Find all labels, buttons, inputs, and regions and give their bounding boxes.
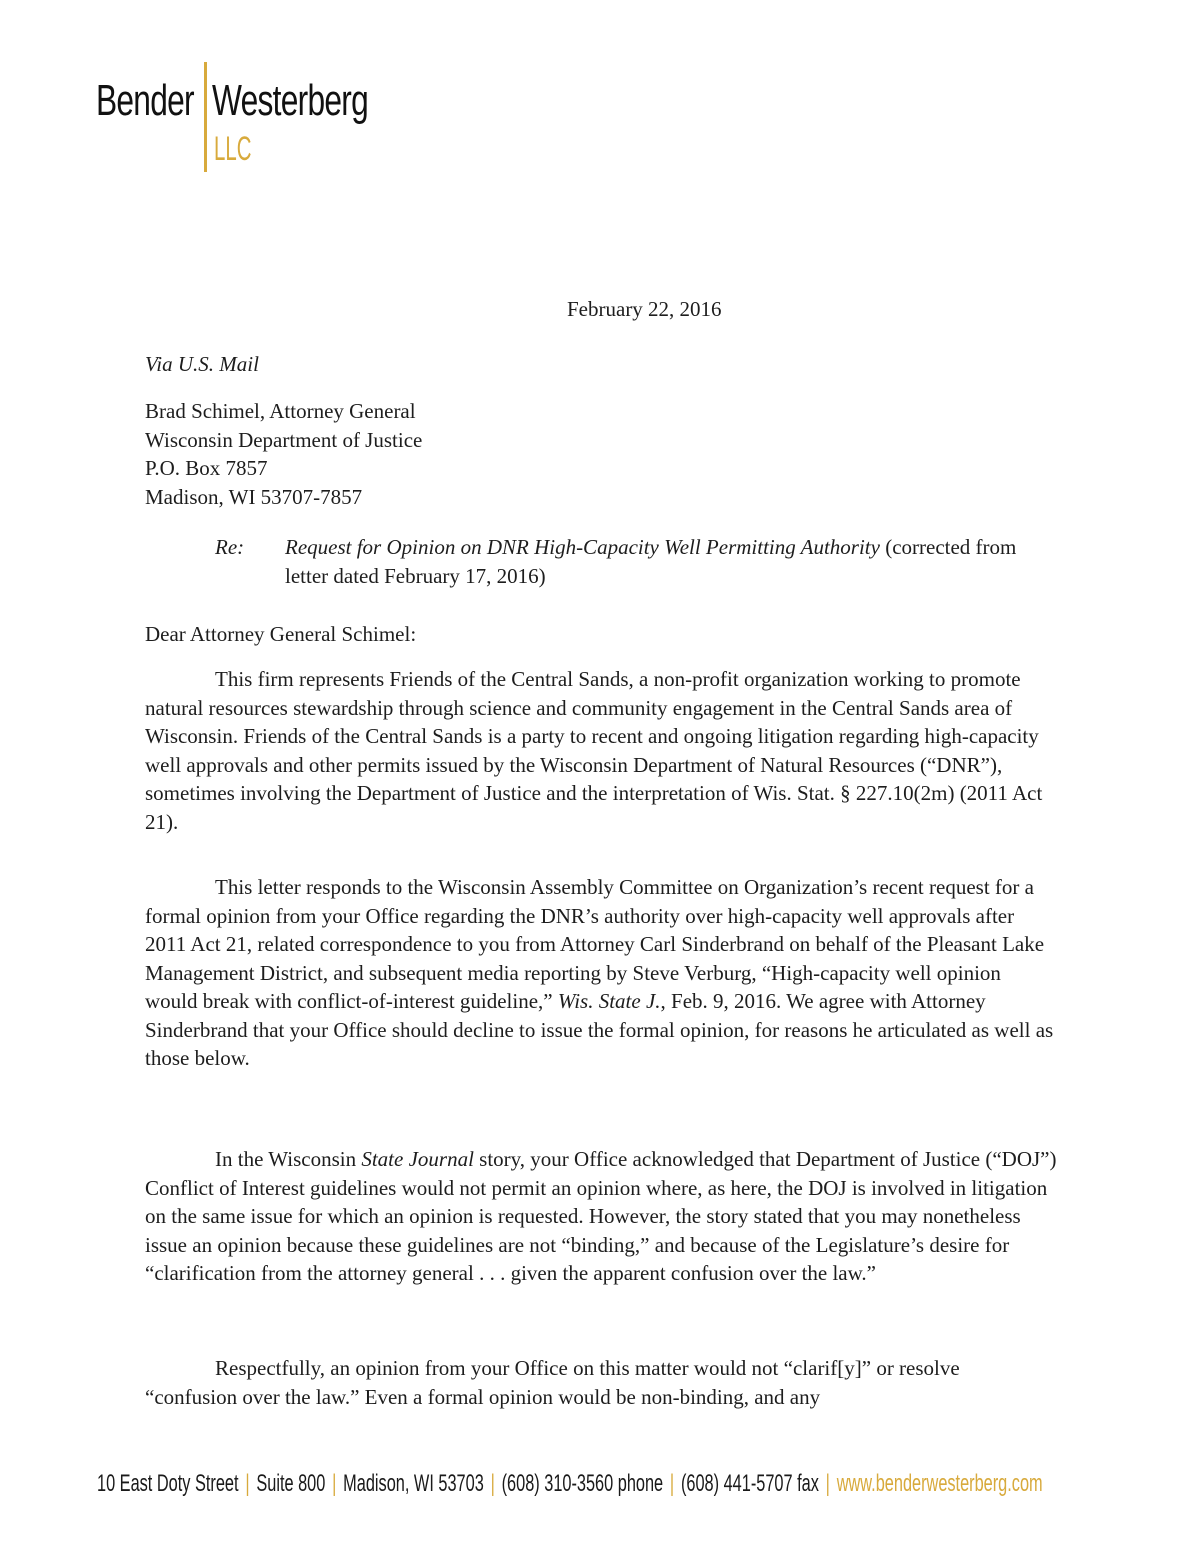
- firm-logo: [96, 62, 416, 174]
- footer-suite: Suite 800: [256, 1470, 326, 1497]
- paragraph-text: In the Wisconsin: [215, 1147, 362, 1171]
- paragraph-text: Respectfully, an opinion from your Office on this matter would not “clarif[y]” or resolve “confusion over the law.” Even a formal opinion would be non-binding, and any: [145, 1356, 960, 1409]
- paragraph-text: story, your Office acknowledged that Department of Justice (“DOJ”) Conflict of Interest guidelines would not permit an opinion where, as here, the DOJ is involved in litigation on the same issue for which an opinion is requested. However, the story stated that you may nonetheless issue an opinion because these guidelines are not “binding,” and because of the Legislature’s desire for “clarification from the attorney general . . . given the apparent confusion over the law.”: [145, 1147, 1057, 1285]
- paragraph-text: This letter responds to the Wisconsin Assembly Committee on Organization’s recent request for a formal opinion from your Office regarding the DNR’s authority over high-capacity well approvals after 2011 Act 21, related correspondence to you from Attorney Carl Sinderbrand on behalf of the Pleasant Lake Management District, and subsequent media reporting by Steve Verburg, “High-capacity well opinion would break with conflict-of-interest guideline,”: [145, 875, 1045, 1013]
- re-subject-title: Request for Opinion on DNR High-Capacity Well Permitting Authority: [285, 535, 880, 559]
- citation-italic: Wis. State J.: [557, 989, 661, 1013]
- footer-separator: |: [245, 1470, 250, 1497]
- footer-separator: |: [490, 1470, 495, 1497]
- footer-separator: |: [332, 1470, 337, 1497]
- letterhead-footer: [97, 1470, 1043, 1498]
- footer-phone: (608) 310-3560 phone: [501, 1470, 664, 1497]
- footer-website-link[interactable]: www.benderwesterberg.com: [836, 1470, 1043, 1497]
- footer-fax: (608) 441-5707 fax: [680, 1470, 819, 1497]
- recipient-city-line: Madison, WI 53707-7857: [145, 484, 363, 509]
- body-paragraph-1: [145, 665, 1057, 836]
- body-paragraph-2: [145, 873, 1057, 1073]
- re-label: Re:: [215, 535, 245, 559]
- re-subject-note: (corrected from letter dated February 17, 2016): [285, 535, 1017, 588]
- body-paragraph-4: [145, 1354, 1057, 1411]
- recipient-address: [145, 397, 422, 511]
- paragraph-text: , Feb. 9, 2016. We agree with Attorney Sinderbrand that your Office should decline to issue the formal opinion, for reasons he articulated as well as those below.: [145, 989, 1054, 1070]
- logo-text-bender: Bender: [96, 76, 194, 125]
- recipient-org-line: Wisconsin Department of Justice: [145, 427, 423, 452]
- letter-date: February 22, 2016: [567, 297, 722, 321]
- logo-divider-bar: [204, 62, 207, 172]
- footer-street: 10 East Doty Street: [97, 1470, 239, 1497]
- recipient-name-line: Brad Schimel, Attorney General: [145, 399, 416, 423]
- footer-city: Madison, WI 53703: [343, 1470, 484, 1497]
- delivery-method: Via U.S. Mail: [145, 352, 259, 376]
- footer-separator: |: [669, 1470, 675, 1497]
- paragraph-text: This firm represents Friends of the Central Sands, a non-profit organization working to promote natural resources stewardship through science and community engagement in the Central Sands area of Wisconsin. Friends of the Central Sands is a party to recent and ongoing litigation regarding high-capacity well approvals and other permits issued by the Wisconsin Department of Natural Resources (“DNR”), sometimes involving the Department of Justice and the interpretation of Wis. Stat. § 227.10(2m) (2011 Act 21).: [145, 667, 1043, 834]
- salutation: Dear Attorney General Schimel:: [145, 622, 417, 646]
- body-paragraph-3: [145, 1145, 1057, 1288]
- publication-italic: State Journal: [361, 1147, 474, 1171]
- logo-text-llc: LLC: [214, 130, 252, 168]
- recipient-pobox-line: P.O. Box 7857: [145, 456, 268, 480]
- re-subject: [285, 533, 1045, 590]
- logo-text-westerberg: Westerberg: [212, 76, 368, 125]
- footer-separator: |: [825, 1470, 830, 1497]
